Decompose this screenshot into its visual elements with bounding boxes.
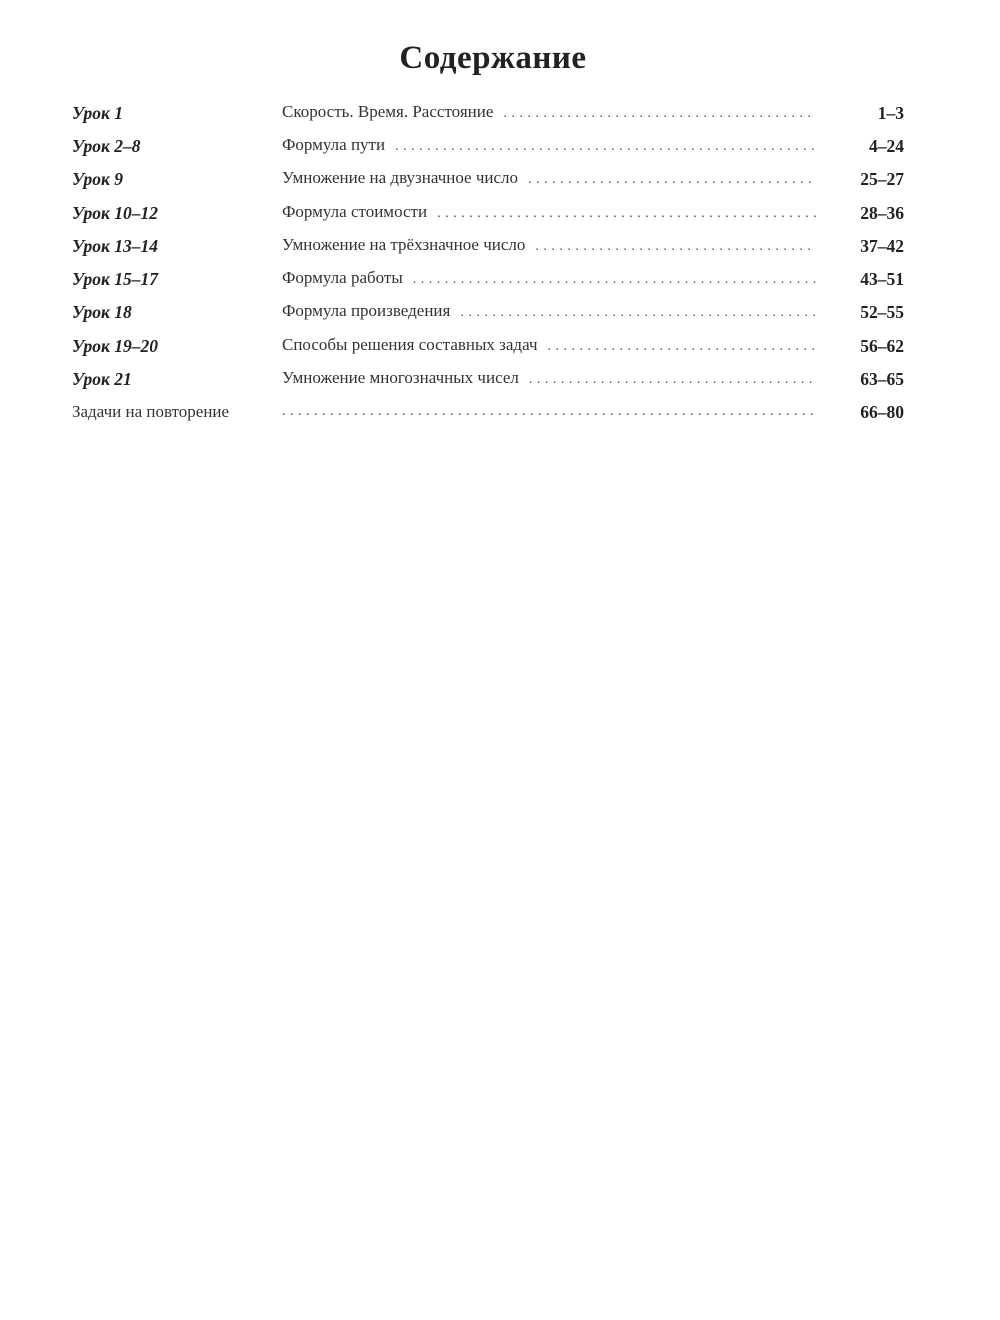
toc-topic-cell	[282, 98, 816, 128]
toc-lesson: Урок 21	[72, 369, 132, 390]
toc-topic-cell	[282, 231, 816, 261]
dot-leader	[529, 366, 816, 394]
table-of-contents	[72, 96, 904, 429]
toc-pages: 63–65	[860, 369, 904, 390]
toc-row	[72, 129, 904, 162]
toc-topic-cell	[282, 398, 816, 426]
toc-pages: 28–36	[860, 202, 904, 223]
dot-leader	[503, 100, 816, 128]
toc-topic-cell	[282, 198, 816, 228]
toc-topic: Формула пути	[282, 134, 386, 154]
toc-pages: 37–42	[860, 235, 904, 256]
dot-leader	[437, 200, 816, 228]
toc-topic: Скорость. Время. Расстояние	[282, 101, 494, 121]
toc-topic: Умножение на двузначное число	[282, 168, 519, 188]
dot-leader	[548, 333, 817, 361]
toc-row	[72, 196, 904, 229]
toc-topic: Умножение многозначных чисел	[282, 368, 519, 388]
toc-pages: 1–3	[877, 102, 904, 123]
toc-row	[72, 163, 904, 196]
page-title: Содержание	[399, 40, 587, 76]
toc-topic-cell	[282, 264, 816, 294]
toc-topic: Формула стоимости	[282, 201, 428, 221]
toc-topic: Умножение на трёхзначное число	[282, 234, 526, 254]
dot-leader	[460, 299, 816, 327]
toc-topic-cell	[282, 297, 816, 327]
toc-lesson: Урок 10–12	[72, 202, 158, 223]
toc-review-label: Задачи на повторение	[72, 402, 230, 422]
toc-topic: Формула работы	[282, 268, 403, 288]
toc-topic-cell	[282, 364, 816, 394]
toc-topic-cell	[282, 164, 816, 194]
toc-row	[72, 229, 904, 262]
toc-pages: 25–27	[860, 169, 904, 190]
dot-leader	[528, 166, 816, 194]
toc-lesson: Урок 18	[72, 302, 132, 323]
toc-topic: Формула произведения	[282, 301, 451, 321]
toc-topic-cell	[282, 131, 816, 161]
toc-lesson: Урок 13–14	[72, 235, 158, 256]
toc-pages: 66–80	[860, 402, 904, 423]
toc-row	[72, 329, 904, 362]
toc-pages: 52–55	[860, 302, 904, 323]
toc-topic: Способы решения составных задач	[282, 334, 538, 354]
dot-leader	[413, 266, 816, 294]
toc-lesson: Урок 15–17	[72, 269, 158, 290]
toc-row	[72, 96, 904, 129]
toc-row	[72, 296, 904, 329]
toc-pages: 4–24	[869, 135, 904, 156]
toc-lesson: Урок 19–20	[72, 335, 158, 356]
dot-leader	[395, 133, 816, 161]
toc-pages: 56–62	[860, 335, 904, 356]
dot-leader	[282, 398, 816, 426]
dot-leader	[535, 233, 816, 261]
toc-row	[72, 262, 904, 295]
toc-lesson: Урок 2–8	[72, 135, 141, 156]
toc-row	[72, 362, 904, 395]
toc-row-review	[72, 396, 904, 429]
toc-lesson: Урок 9	[72, 169, 123, 190]
toc-lesson: Урок 1	[72, 102, 123, 123]
toc-topic-cell	[282, 331, 816, 361]
toc-pages: 43–51	[860, 269, 904, 290]
